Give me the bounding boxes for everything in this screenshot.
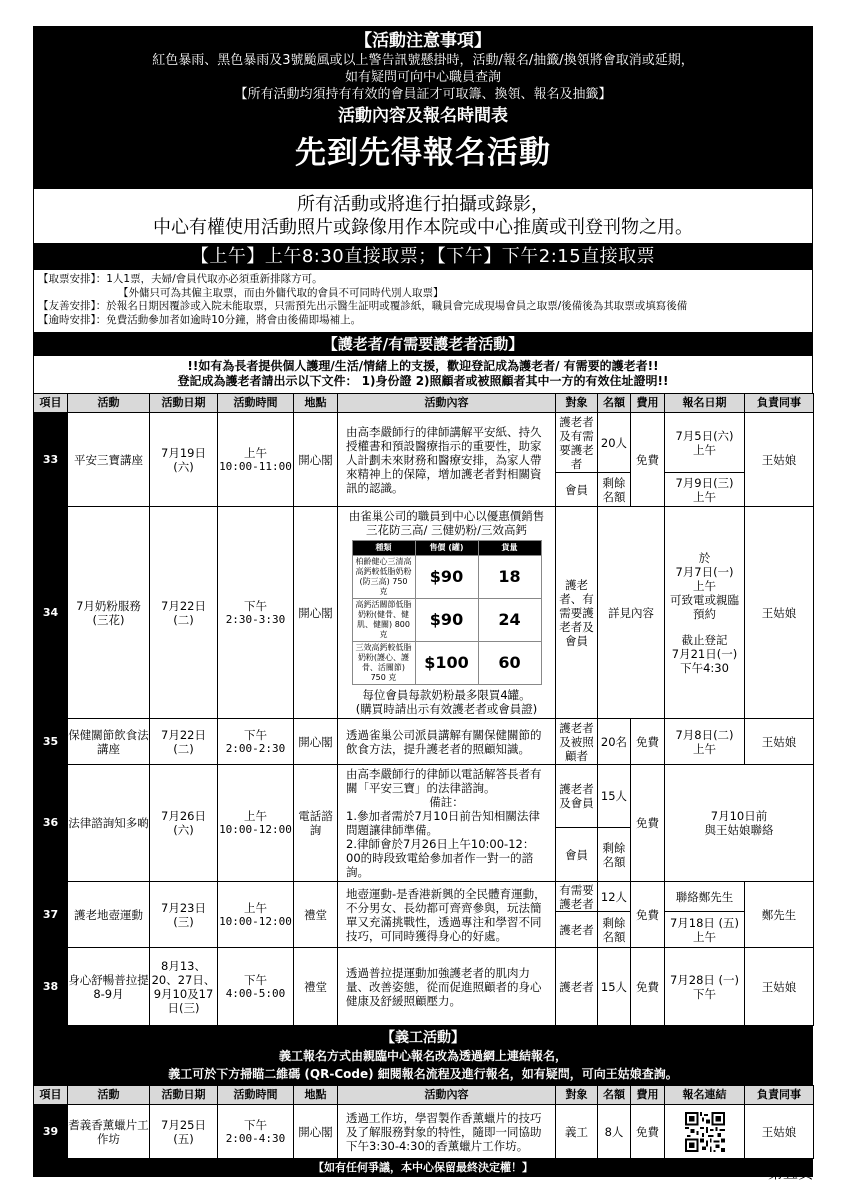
activity-time: 上午 10:00-11:00 [218, 413, 294, 507]
col-header: 費用 [631, 394, 665, 413]
carer-section-intro [33, 356, 813, 393]
carer-intro-line-2: 登記成為護老者請出示以下文件： 1)身份證 2)照顧者或被照顧者其中一方的有效住址證明!! [177, 374, 669, 388]
item-number: 34 [34, 507, 68, 719]
activity-name: 耆義香薰蠟片工作坊 [68, 1105, 150, 1159]
quota: 20名 [598, 719, 631, 765]
activity-time: 下午 4:00-5:00 [218, 948, 294, 1026]
col-header: 對象 [556, 394, 598, 413]
activity-time: 下午 2:00-4:30 [218, 1105, 294, 1159]
photo-notice [33, 189, 813, 243]
col-header: 活動時間 [218, 394, 294, 413]
item-number: 36 [34, 765, 68, 882]
target: 有需要護老者 [556, 882, 598, 912]
milk-qty: 24 [478, 599, 541, 642]
activity-date: 7月25日 (五) [150, 1105, 218, 1159]
activity-name: 7月奶粉服務 (三花) [68, 507, 150, 719]
activity-content: 由高李嚴師行的律師以電話解答長者有關「平安三寶」的法律諮詢。 備註： 1.參加者需於7月10日前告知相關法律問題讓律師準備。 2.律師會於7月26日上午10:00-12：00的時段致電給參加者作一對一的諮詢。 [338, 765, 556, 882]
activity-content [338, 507, 556, 719]
reg-date: 7月5日(六) 上午 [665, 413, 745, 473]
col-header: 活動內容 [338, 1086, 556, 1105]
venue: 電話諮詢 [294, 765, 338, 882]
page-number: 第五頁 [767, 1164, 813, 1182]
col-header: 項目 [34, 394, 68, 413]
milk-kind: 高鈣活關節低脂奶粉(健骨、健肌、健關) 800 克 [352, 599, 415, 642]
activity-date: 7月22日 (二) [150, 719, 218, 765]
table-row [34, 719, 814, 765]
staff: 王姑娘 [745, 719, 814, 765]
fee: 免費 [631, 1105, 665, 1159]
target: 護老者及被照顧者 [556, 719, 598, 765]
activity-content: 透過普拉提運動加強護老者的肌肉力量、改善姿態，從而促進照顧者的身心健康及舒緩照顧壓力。 [338, 948, 556, 1026]
schedule-subtitle: 活動內容及報名時間表 [338, 106, 508, 126]
col-header: 費用 [631, 1086, 665, 1105]
target: 護老者 [556, 912, 598, 948]
milk-col-header: 貨量 [478, 541, 541, 556]
reg-date: 7月18日 (五) 上午 [665, 912, 745, 948]
activity-content: 由高李嚴師行的律師講解平安紙、持久授權書和預設醫療指示的重要性，助家人計劃未來財務和醫療安排，為家人帶來精神上的保障，增加護老者對相關資訊的認識。 [338, 413, 556, 507]
reg-date: 7月28日 (一) 下午 [665, 948, 745, 1026]
item-number: 38 [34, 948, 68, 1026]
photo-notice-line-1: 所有活動或將進行拍攝或錄影， [297, 194, 549, 215]
note-helper: 【外傭只可為其僱主取票，而由外傭代取的會員不可同時代別人取票】 [118, 286, 444, 299]
col-header: 報名日期 [665, 394, 745, 413]
staff: 王姑娘 [745, 413, 814, 507]
activity-date: 7月22日 (二) [150, 507, 218, 719]
reg-date: 7月10日前 與王姑娘聯絡 [665, 765, 814, 882]
col-header: 活動內容 [338, 394, 556, 413]
quota: 剩餘名額 [598, 912, 631, 948]
milk-price: $100 [415, 642, 478, 685]
col-header: 活動時間 [218, 1086, 294, 1105]
milk-col-header: 售價 (罐) [415, 541, 478, 556]
page-content [33, 26, 813, 1177]
activity-date: 7月26日 (六) [150, 765, 218, 882]
carer-intro-line-1: !!如有為長者提供個人護理/生活/情緒上的支援，歡迎登記成為護老者/ 有需要的護老者!! [187, 359, 659, 373]
activity-name: 法律諮詢知多啲 [68, 765, 150, 882]
table-row [34, 413, 814, 473]
reg-date: 於 7月7日(一) 上午 可致電或親臨預約 截止登記 7月21日(一) 下午4:30 [665, 507, 745, 719]
col-header: 活動日期 [150, 1086, 218, 1105]
footer-disclaimer: 【如有任何爭議，本中心保留最終決定權！】 [33, 1159, 813, 1177]
table-row [34, 765, 814, 828]
registration-link[interactable] [665, 1105, 745, 1159]
target: 會員 [556, 473, 598, 507]
milk-col-header: 種類 [352, 541, 415, 556]
table-header-row [34, 1086, 814, 1105]
activity-content: 透過雀巢公司派員講解有關保健關節的飲食方法，提升護老者的照顧知識。 [338, 719, 556, 765]
fee: 免費 [631, 765, 665, 882]
target: 護老者及有需要護老者 [556, 413, 598, 473]
table-header-row [34, 394, 814, 413]
quota: 剩餘名額 [598, 473, 631, 507]
col-header: 對象 [556, 1086, 598, 1105]
activity-name: 平安三寶講座 [68, 413, 150, 507]
staff: 鄭先生 [745, 882, 814, 948]
quota: 20人 [598, 413, 631, 473]
activity-time: 下午 2:30-3:30 [218, 507, 294, 719]
pickup-time-bar: 【上午】上午8:30直接取票；【下午】下午2:15直接取票 [33, 243, 813, 270]
milk-row [352, 599, 541, 642]
milk-proof-note: (購買時請出示有效護老者或會員證) [355, 702, 538, 716]
activity-time: 上午 10:00-12:00 [218, 765, 294, 882]
carer-activities-table [33, 393, 814, 1026]
milk-price-table [352, 540, 542, 685]
quota: 剩餘名額 [598, 828, 631, 882]
col-header: 負責同事 [745, 1086, 814, 1105]
venue: 禮堂 [294, 948, 338, 1026]
volunteer-intro-line-2: 義工可於下方掃瞄二維碼 (QR-Code) 細閱報名流程及進行報名，如有疑問，可向王姑娘查詢。 [168, 1067, 678, 1081]
milk-price: $90 [415, 556, 478, 599]
table-row [34, 882, 814, 912]
col-header: 項目 [34, 1086, 68, 1105]
fee: 免費 [631, 948, 665, 1026]
fee: 免費 [631, 413, 665, 507]
milk-qty: 18 [478, 556, 541, 599]
quota: 8人 [598, 1105, 631, 1159]
milk-qty: 60 [478, 642, 541, 685]
volunteer-section-title: 【義工活動】 [381, 1030, 465, 1046]
quota-fee: 詳見內容 [598, 507, 665, 719]
reg-date: 7月9日(三) 上午 [665, 473, 745, 507]
fee: 免費 [631, 719, 665, 765]
milk-limit-note: 每位會員每款奶粉最多限買4罐。 [362, 688, 531, 702]
activity-content: 透過工作坊，學習製作香薰蠟片的技巧及了解服務對象的特性，隨即一同協助下午3:30-4:30的香薰蠟片工作坊。 [338, 1105, 556, 1159]
note-late: 【逾時安排】：免費活動參加者如逾時10分鐘，將會由後備即場補上。 [38, 313, 362, 326]
activity-name: 護老地壺運動 [68, 882, 150, 948]
qr-code-icon[interactable] [685, 1112, 725, 1152]
staff: 王姑娘 [745, 507, 814, 719]
quota: 15人 [598, 948, 631, 1026]
reg-date: 聯絡鄭先生 [665, 882, 745, 912]
milk-price: $90 [415, 599, 478, 642]
volunteer-activities-table [33, 1085, 814, 1159]
arrangement-notes [33, 270, 813, 332]
activity-date: 8月13、 20、27日、 9月10及17 日(三) [150, 948, 218, 1026]
target: 護老者、有需要護老者及會員 [556, 507, 598, 719]
venue: 開心閣 [294, 507, 338, 719]
venue: 禮堂 [294, 882, 338, 948]
activity-time: 上午 10:00-12:00 [218, 882, 294, 948]
milk-kind: 柏齡健心三清高高鈣較低脂奶粉(防三高) 750 克 [352, 556, 415, 599]
venue: 開心閣 [294, 1105, 338, 1159]
activity-name: 身心舒暢普拉提8-9月 [68, 948, 150, 1026]
milk-intro: 由雀巢公司的職員到中心以優惠價銷售三花防三高/ 三健奶粉/三效高鈣 [348, 509, 545, 537]
venue: 開心閣 [294, 719, 338, 765]
item-number: 35 [34, 719, 68, 765]
venue: 開心閣 [294, 413, 338, 507]
target: 會員 [556, 828, 598, 882]
activity-name: 保健關節飲食法講座 [68, 719, 150, 765]
milk-row [352, 642, 541, 685]
activity-date: 7月19日 (六) [150, 413, 218, 507]
notice-header [33, 26, 813, 189]
notice-line-2: 如有疑問可向中心職員查詢 [344, 70, 501, 85]
notice-line-1: 紅色暴雨、黑色暴雨及3號颱風或以上警告訊號懸掛時，活動/報名/抽籤/換領將會取消或延期， [152, 53, 694, 68]
col-header: 報名連結 [665, 1086, 745, 1105]
col-header: 負責同事 [745, 394, 814, 413]
note-friendly: 【友善安排】：於報名日期因覆診或入院未能取票，只需預先出示醫生証明或覆診紙，職員會完成現場會員之取票/後備後為其取票或填寫後備 [38, 300, 688, 312]
table-row [34, 507, 814, 719]
activity-time: 下午 2:00-2:30 [218, 719, 294, 765]
staff: 王姑娘 [745, 1105, 814, 1159]
volunteer-intro-line-1: 義工報名方式由親臨中心報名改為透過網上連結報名， [278, 1049, 567, 1063]
target: 義工 [556, 1105, 598, 1159]
target: 護老者 [556, 948, 598, 1026]
table-row [34, 1105, 814, 1159]
col-header: 名額 [598, 394, 631, 413]
photo-notice-line-2: 中心有權使用活動照片或錄像用作本院或中心推廣或刊登刊物之用。 [153, 217, 693, 238]
fee: 免費 [631, 882, 665, 948]
activity-date: 7月23日 (三) [150, 882, 218, 948]
item-number: 39 [34, 1105, 68, 1159]
notice-line-3: 【所有活動均須持有有效的會員証才可取籌、換領、報名及抽籤】 [234, 87, 612, 102]
col-header: 活動 [68, 394, 150, 413]
milk-kind: 三效高鈣較低脂奶粉(護心、護骨、活關節) 750 克 [352, 642, 415, 685]
item-number: 33 [34, 413, 68, 507]
table-row [34, 948, 814, 1026]
col-header: 活動日期 [150, 394, 218, 413]
col-header: 活動 [68, 1086, 150, 1105]
item-number: 37 [34, 882, 68, 948]
page-title: 先到先得報名活動 [295, 135, 551, 171]
quota: 12人 [598, 882, 631, 912]
activity-content: 地壺運動-是香港新興的全民體育運動，不分男女、長幼都可齊齊參與，玩法簡單又充滿挑戰性，透過專注和學習不同技巧，可同時獲得身心的好處。 [338, 882, 556, 948]
col-header: 地點 [294, 1086, 338, 1105]
staff: 王姑娘 [745, 948, 814, 1026]
volunteer-section [33, 1026, 813, 1085]
col-header: 名額 [598, 1086, 631, 1105]
notice-title: 【活動注意事項】 [355, 31, 491, 51]
reg-date: 7月8日(二) 上午 [665, 719, 745, 765]
note-ticket: 【取票安排】：1人1票，夫婦/會員代取亦必須重新排隊方可。 [38, 273, 323, 285]
carer-section-title: 【護老者/有需要護老者活動】 [33, 332, 813, 356]
milk-row [352, 556, 541, 599]
col-header: 地點 [294, 394, 338, 413]
quota: 15人 [598, 765, 631, 828]
target: 護老者及會員 [556, 765, 598, 828]
